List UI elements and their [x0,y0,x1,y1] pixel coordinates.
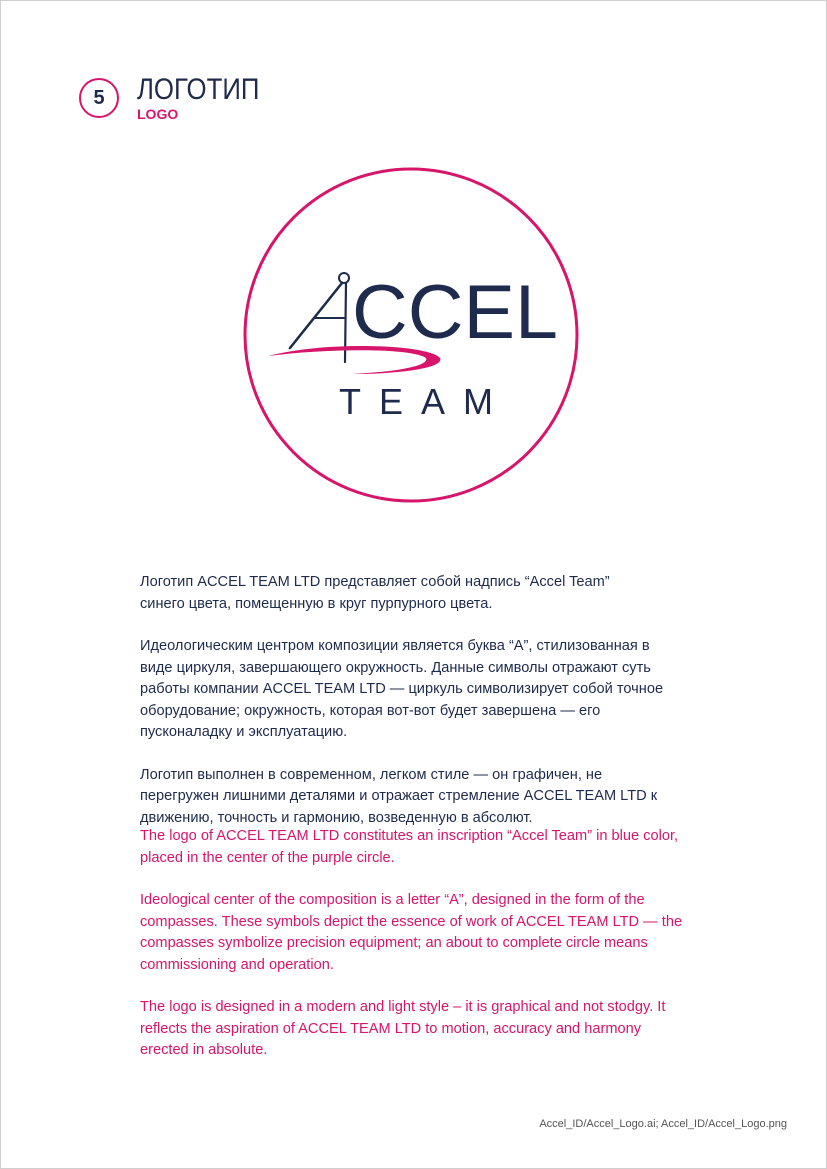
paragraph-ru-1: Логотип ACCEL TEAM LTD представляет собой надпись “Accel Team” синего цвета, помещенную в круг пурпурного цвета. [140,574,610,612]
section-number: 5 [93,86,105,109]
paragraph-ru-2: Идеологическим центром композиции является буква “A”, стилизованная в виде циркуля, завершающего окружность. Данные символы отражают суть работы компании ACCEL TEAM LTD — циркуль символизирует собой точное оборудование; окружность, которая вот-вот будет завершена — его пусконаладку и эксплуатацию. [140,638,664,740]
paragraph-en-2: Ideological center of the composition is a letter “A”, designed in the form of the compasses. These symbols depict the essence of work of ACCEL TEAM LTD — the compasses symbolize precision equipment; an about to complete circle means commissioning and operation. [140,892,683,973]
description-en [140,826,720,1062]
logo-wordmark: CCEL [352,270,558,355]
paragraph-ru-3: Логотип выполнен в современном, легком стиле — он графичен, не перегружен лишними деталями и отражает стремление ACCEL TEAM LTD к движению, точность и гармонию, возведенную в абсолют. [140,766,658,826]
section-title-en: LOGO [137,106,179,122]
accel-team-logo [0,0,827,540]
file-paths-footer: Accel_ID/Accel_Logo.ai; Accel_ID/Accel_Logo.png [539,1118,787,1130]
paragraph-en-1: The logo of ACCEL TEAM LTD constitutes an inscription “Accel Team” in blue color, placed in the center of the purple circle. [140,828,679,866]
section-title-ru: ЛОГОТИП [137,73,260,106]
paragraph-en-3: The logo is designed in a modern and light style – it is graphical and not stodgy. It reflects the aspiration of ACCEL TEAM LTD to motion, accuracy and harmony erected in absolute. [140,999,666,1058]
description-ru [140,572,720,829]
logo-subword: TEAM [339,381,512,422]
